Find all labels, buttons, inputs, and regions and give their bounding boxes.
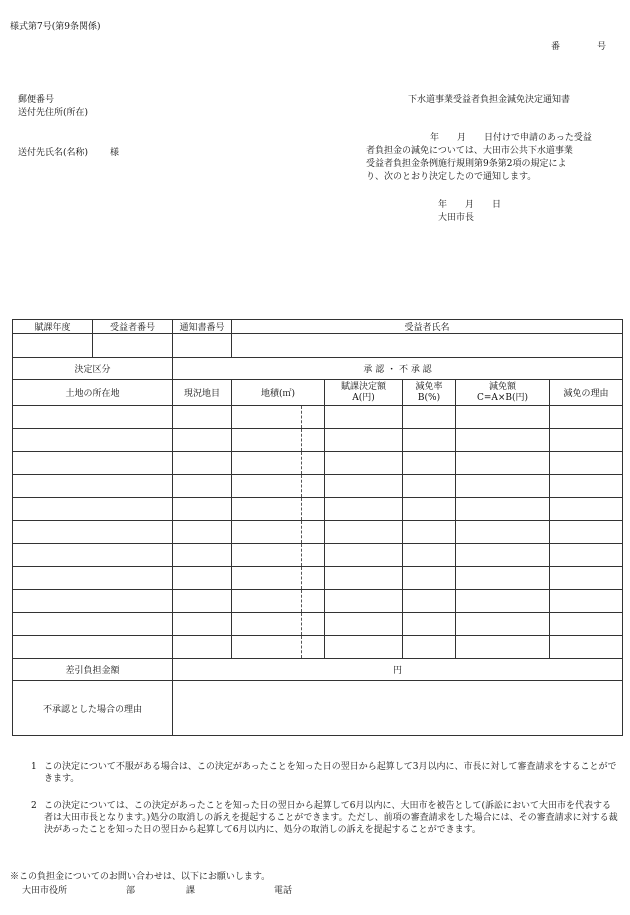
note-2-text: この決定については、この決定があったことを知った日の翌日から起算して6月以内に、大田市を被告として(訴訟において大田市を代表する者は大田市長となります。)処分の取消しの訴えを提起することができます。ただし、前項の審査請求をした場合には、その審査請求に対する裁決があったことを知った日の翌日から起算して6月以内に、処分の取消しの訴えを提起することができます。 [44,801,618,836]
assessed-amount-cell[interactable] [325,544,403,567]
reduction-rate-cell[interactable] [403,452,456,475]
reduction-rate-unit: B(%) [417,392,441,403]
land-category-cell[interactable] [173,521,232,544]
note-1-text: この決定について不服がある場合は、この決定があったことを知った日の翌日から起算して3月以内に、市長に対して審査請求をすることができます。 [44,762,617,785]
area-integer-cell[interactable] [232,406,302,429]
recipient-name-label: 送付先氏名(名称) [18,148,89,158]
area-integer-cell[interactable] [232,452,302,475]
net-amount-yen: 円 [173,659,623,681]
assessed-amount-cell[interactable] [325,590,403,613]
fiscal-year-cell[interactable] [13,334,93,358]
table-row [13,452,623,475]
reduction-reason-cell[interactable] [550,498,623,521]
reduction-amount-cell[interactable] [456,498,550,521]
area-integer-cell[interactable] [232,613,302,636]
area-decimal-cell[interactable] [302,406,325,429]
area-integer-cell[interactable] [232,429,302,452]
table-row [13,521,623,544]
document-title: 下水道事業受益者負担金減免決定通知書 [408,95,571,105]
reduction-rate-cell[interactable] [403,613,456,636]
land-category-cell[interactable] [173,590,232,613]
beneficiary-number-cell[interactable] [93,334,173,358]
table-row [13,475,623,498]
reduction-reason-cell[interactable] [550,544,623,567]
land-category-cell[interactable] [173,475,232,498]
reduction-amount-label: 減免額 [488,381,516,392]
location-cell[interactable] [13,452,173,475]
reduction-amount-formula: C=A×B(円) [476,392,529,403]
reduction-amount-header [456,380,550,406]
decision-category-value: 承 認 ・ 不 承 認 [173,358,623,380]
reduction-rate-cell[interactable] [403,475,456,498]
postal-code-label: 郵便番号 [18,95,55,105]
net-amount-label: 差引負担金額 [13,659,173,681]
area-decimal-cell[interactable] [302,475,325,498]
area-integer-cell[interactable] [232,521,302,544]
area-integer-cell[interactable] [232,590,302,613]
beneficiary-number-header: 受益者番号 [93,320,173,334]
reduction-reason-cell[interactable] [550,567,623,590]
reduction-reason-cell[interactable] [550,636,623,659]
intro-line-2: 者負担金の減免については、大田市公共下水道事業 [366,146,573,156]
location-header: 土地の所在地 [13,380,173,406]
land-category-cell[interactable] [173,452,232,475]
land-category-cell[interactable] [173,567,232,590]
table-row [13,567,623,590]
location-cell[interactable] [13,498,173,521]
location-cell[interactable] [13,590,173,613]
assessed-amount-label: 賦課決定額 [340,381,386,392]
inquiry-line: ※この負担金についてのお問い合わせは、以下にお願いします。 [10,872,271,882]
honorific-sama: 様 [110,148,120,158]
reduction-reason-header: 減免の理由 [550,380,623,406]
area-decimal-cell[interactable] [302,613,325,636]
reduction-amount-cell[interactable] [456,590,550,613]
assessed-amount-cell[interactable] [325,475,403,498]
reduction-rate-cell[interactable] [403,498,456,521]
inquiry-office: 大田市役所 [22,886,68,896]
table-row [13,429,623,452]
reduction-reason-cell[interactable] [550,613,623,636]
beneficiary-name-header: 受益者氏名 [232,320,623,334]
intro-line-4: り、次のとおり決定したので通知します。 [366,172,537,182]
reduction-rate-cell[interactable] [403,406,456,429]
fiscal-year-header: 賦課年度 [13,320,93,334]
table-row [13,590,623,613]
reduction-rate-cell[interactable] [403,636,456,659]
reduction-amount-cell[interactable] [456,521,550,544]
location-cell[interactable] [13,567,173,590]
area-integer-cell[interactable] [232,567,302,590]
area-integer-cell[interactable] [232,636,302,659]
reduction-rate-label: 減免率 [415,381,443,392]
note-1-number: 1 [31,762,37,772]
inquiry-ka: 課 [186,886,196,896]
assessed-amount-cell[interactable] [325,636,403,659]
location-cell[interactable] [13,406,173,429]
mayor-title: 大田市長 [438,213,475,223]
reduction-amount-cell[interactable] [456,636,550,659]
land-category-cell[interactable] [173,429,232,452]
area-decimal-cell[interactable] [302,498,325,521]
reduction-amount-cell[interactable] [456,613,550,636]
area-integer-cell[interactable] [232,475,302,498]
inquiry-bu: 部 [126,886,136,896]
reduction-reason-cell[interactable] [550,521,623,544]
assessed-amount-cell[interactable] [325,567,403,590]
reject-reason-label: 不承認とした場合の理由 [13,681,173,736]
intro-date-line: 年 月 日付けで申請のあった受益 [430,133,592,143]
number-go: 号 [597,42,607,52]
table-row [13,636,623,659]
note-2 [22,800,618,836]
reduction-rate-cell[interactable] [403,544,456,567]
table-row [13,613,623,636]
area-decimal-cell[interactable] [302,429,325,452]
assessed-amount-cell[interactable] [325,406,403,429]
intro-line-3: 受益者負担金条例施行規則第9条第2項の規定によ [366,159,567,169]
reduction-reason-cell[interactable] [550,590,623,613]
location-cell[interactable] [13,429,173,452]
reduction-rate-header [403,380,456,406]
assessed-amount-header [325,380,403,406]
assessed-amount-cell[interactable] [325,498,403,521]
area-decimal-cell[interactable] [302,590,325,613]
land-category-cell[interactable] [173,406,232,429]
area-header: 地積(㎡) [232,380,325,406]
reduction-amount-cell[interactable] [456,567,550,590]
location-cell[interactable] [13,521,173,544]
decision-table [12,319,623,736]
area-decimal-cell[interactable] [302,521,325,544]
signature-date: 年 月 日 [438,200,502,210]
reduction-reason-cell[interactable] [550,429,623,452]
address-label: 送付先住所(所在) [18,108,89,118]
assessed-amount-cell[interactable] [325,452,403,475]
land-category-cell[interactable] [173,498,232,521]
location-cell[interactable] [13,636,173,659]
form-number-label: 様式第7号(第9条関係) [10,22,101,32]
reduction-amount-cell[interactable] [456,475,550,498]
notice-number-header: 通知書番号 [173,320,232,334]
area-decimal-cell[interactable] [302,567,325,590]
land-category-header: 現況地目 [173,380,232,406]
area-decimal-cell[interactable] [302,544,325,567]
location-cell[interactable] [13,475,173,498]
assessed-amount-cell[interactable] [325,429,403,452]
assessed-amount-unit: A(円) [352,392,375,403]
land-category-cell[interactable] [173,636,232,659]
land-category-cell[interactable] [173,613,232,636]
note-2-number: 2 [31,801,37,811]
reduction-reason-cell[interactable] [550,475,623,498]
number-ban: 番 [551,42,561,52]
area-integer-cell[interactable] [232,498,302,521]
reduction-rate-cell[interactable] [403,567,456,590]
assessed-amount-cell[interactable] [325,521,403,544]
table-row [13,544,623,567]
land-category-cell[interactable] [173,544,232,567]
area-decimal-cell[interactable] [302,636,325,659]
reduction-rate-cell[interactable] [403,590,456,613]
reduction-amount-cell[interactable] [456,452,550,475]
table-row [13,406,623,429]
assessed-amount-cell[interactable] [325,613,403,636]
area-integer-cell[interactable] [232,544,302,567]
beneficiary-name-cell[interactable] [232,334,623,358]
note-1 [22,761,618,785]
reduction-amount-cell[interactable] [456,429,550,452]
reduction-rate-cell[interactable] [403,521,456,544]
reduction-reason-cell[interactable] [550,452,623,475]
reduction-rate-cell[interactable] [403,429,456,452]
table-data-rows [13,406,623,659]
location-cell[interactable] [13,544,173,567]
reduction-reason-cell[interactable] [550,406,623,429]
notice-number-cell[interactable] [173,334,232,358]
area-decimal-cell[interactable] [302,452,325,475]
location-cell[interactable] [13,613,173,636]
inquiry-phone: 電話 [274,886,293,896]
reduction-amount-cell[interactable] [456,406,550,429]
reject-reason-cell[interactable] [173,681,623,736]
decision-category-label: 決定区分 [13,358,173,380]
reduction-amount-cell[interactable] [456,544,550,567]
table-row [13,498,623,521]
